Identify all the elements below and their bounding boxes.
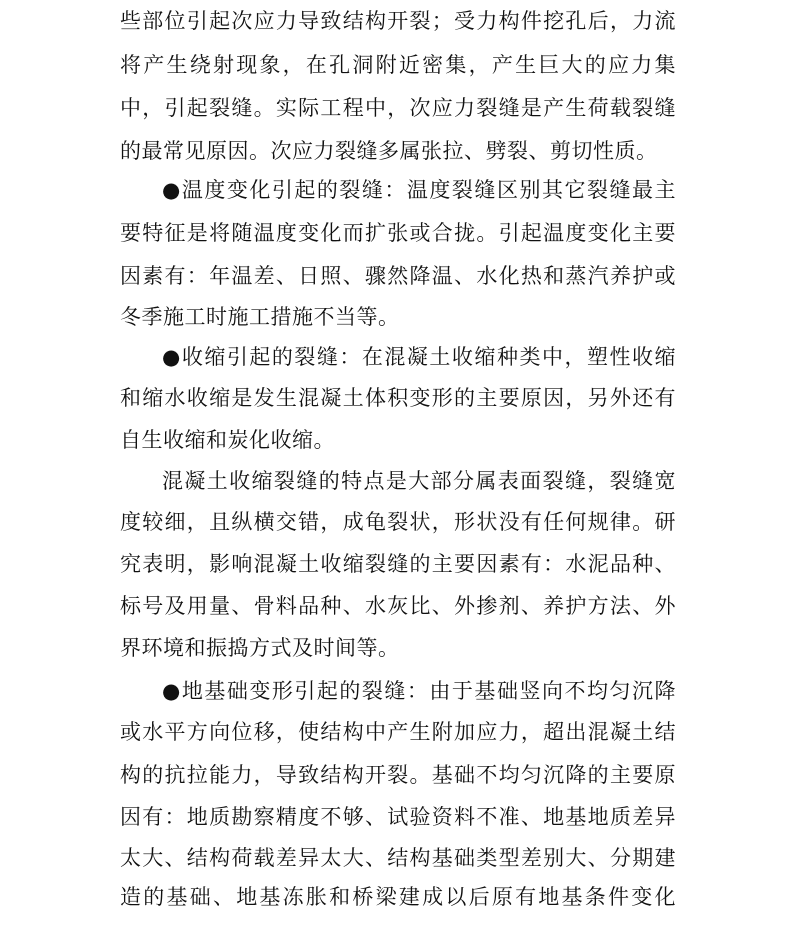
text-line: 太大、结构荷载差异太大、结构基础类型差别大、分期建: [120, 846, 676, 870]
text-line: 中，引起裂缝。实际工程中，次应力裂缝是产生荷载裂缝: [120, 96, 676, 120]
text-line: 构的抗拉能力，导致结构开裂。基础不均匀沉降的主要原: [120, 763, 676, 787]
text-line: 混凝土收缩裂缝的特点是大部分属表面裂缝，裂缝宽: [162, 469, 676, 493]
text-line: ●地基础变形引起的裂缝：由于基础竖向不均匀沉降: [162, 679, 676, 703]
text-line: 因有：地质勘察精度不够、试验资料不准、地基地质差异: [120, 805, 676, 829]
text-line: 标号及用量、骨料品种、水灰比、外掺剂、养护方法、外: [120, 594, 676, 618]
text-line: 将产生绕射现象，在孔洞附近密集，产生巨大的应力集: [120, 53, 676, 77]
text-line: 度较细，且纵横交错，成龟裂状，形状没有任何规律。研: [120, 510, 676, 534]
text-line: 些部位引起次应力导致结构开裂；受力构件挖孔后，力流: [120, 9, 676, 33]
text-line: 因素有：年温差、日照、骤然降温、水化热和蒸汽养护或: [120, 264, 676, 288]
text-line: 的最常见原因。次应力裂缝多属张拉、劈裂、剪切性质。: [120, 139, 658, 163]
text-line: 界环境和振捣方式及时间等。: [120, 636, 400, 660]
text-line: ●收缩引起的裂缝：在混凝土收缩种类中，塑性收缩: [162, 345, 676, 369]
text-line: 自生收缩和炭化收缩。: [120, 428, 335, 452]
text-line: 要特征是将随温度变化而扩张或合拢。引起温度变化主要: [120, 221, 676, 245]
text-line: 造的基础、地基冻胀和桥梁建成以后原有地基条件变化: [120, 885, 676, 909]
text-line: 究表明，影响混凝土收缩裂缝的主要因素有：水泥品种、: [120, 552, 676, 576]
text-line: 和缩水收缩是发生混凝土体积变形的主要原因，另外还有: [120, 386, 676, 410]
text-line: 冬季施工时施工措施不当等。: [120, 305, 400, 329]
text-line: ●温度变化引起的裂缝：温度裂缝区别其它裂缝最主: [162, 178, 676, 202]
text-line: 或水平方向位移，使结构中产生附加应力，超出混凝土结: [120, 720, 676, 744]
